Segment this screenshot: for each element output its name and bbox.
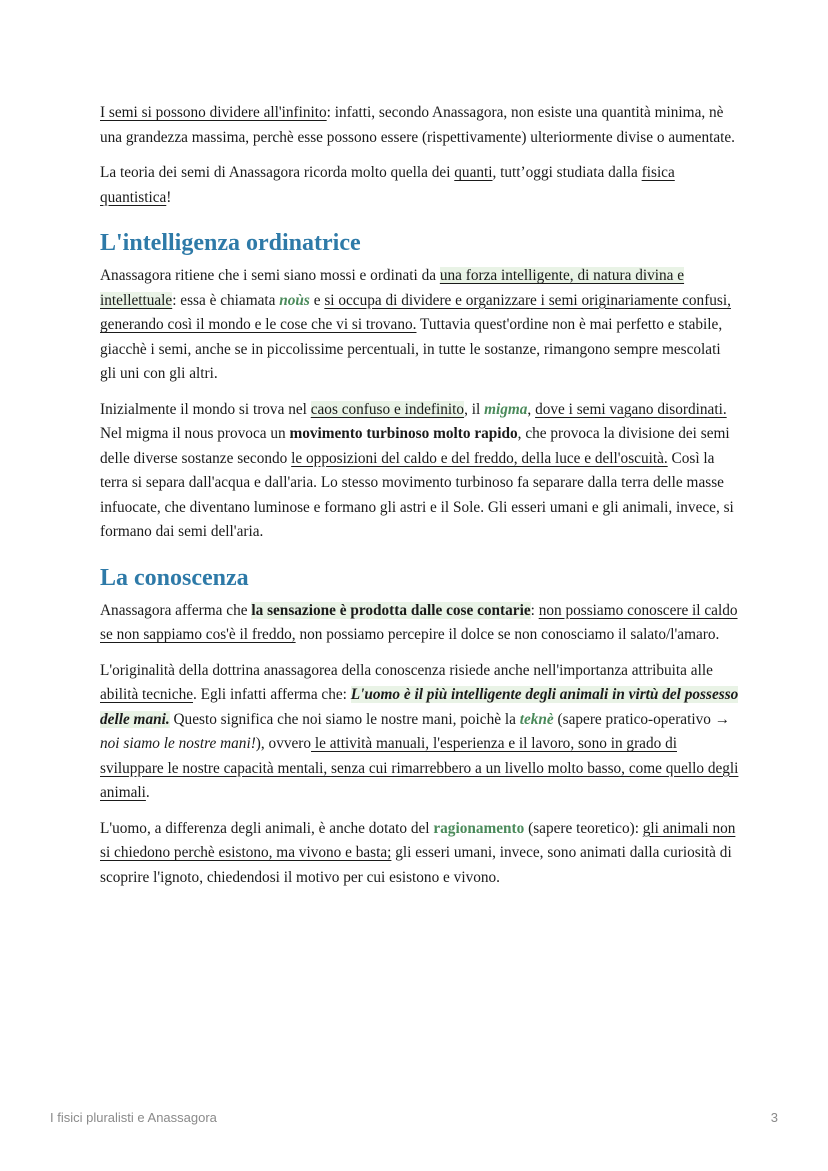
italic-phrase: noi siamo le nostre mani! xyxy=(100,735,256,752)
underlined-phrase: gli animali non si chiedono perchè esistono, ma vivono e basta; xyxy=(100,819,736,861)
paragraph-semi-infinito: I semi si possono dividere all'infinito: infatti, secondo Anassagora, non esiste una quantità minima, nè una grandezza massima, perchè esse possono essere (rispettivamente) ulteriormente divise o aumentate. xyxy=(100,104,736,146)
underlined-phrase: I semi si possono dividere all'infinito xyxy=(100,104,327,121)
term-tekne: teknè xyxy=(519,710,554,728)
paragraph-ragionamento: L'uomo, a differenza degli animali, è anche dotato del ragionamento (sapere teoretico): gli animali non si chiedono perchè esistono, ma vivono e basta; gli esseri umani, invece, sono animati dalla curiosità di scoprire l'ignoto, chiedendosi il motivo per cui esistono e vivono. xyxy=(100,819,736,886)
paragraph-migma: Inizialmente il mondo si trova nel caos confuso e indefinito, il migma, dove i semi vagano disordinati. Nel migma il nous provoca un movimento turbinoso molto rapido, che provoca la divisione dei semi delle diverse sostanze secondo le opposizioni del caldo e del freddo, della luce e dell'oscuità. Così la terra si separa dall'acqua e dall'aria. Lo stesso movimento turbinoso fa separare dalla terra delle masse infuocate, che diventano luminose e formano gli astri e il Sole. Gli esseri umani e gli animali, invece, si formano dai semi dell'aria. xyxy=(100,400,734,540)
underlined-phrase: le attività manuali, l'esperienza e il lavoro, sono in grado di sviluppare le nostre capacità mentali, senza cui rimarrebbero a un livello molto basso, come quello degli animali xyxy=(100,735,739,801)
term-migma: migma xyxy=(484,400,528,418)
heading-conoscenza: La conoscenza xyxy=(100,564,249,591)
bold-italic-quote: L'uomo è il più intelligente degli animali in virtù del possesso delle mani. xyxy=(100,686,739,728)
underlined-phrase: quanti xyxy=(454,164,493,181)
underlined-phrase: non possiamo conoscere il caldo se non sappiamo cos'è il freddo, xyxy=(100,601,738,643)
underlined-phrase: dove i semi vagano disordinati. xyxy=(535,400,727,418)
paragraph-sensazione: Anassagora afferma che la sensazione è prodotta dalle cose contarie: non possiamo conoscere il caldo se non sappiamo cos'è il freddo, non possiamo percepire il dolce se non conosciamo il salato/l'amaro. xyxy=(100,601,738,643)
paragraph-tekne: L'originalità della dottrina anassagorea della conoscenza risiede anche nell'importanza attribuita alle abilità tecniche. Egli infatti afferma che: L'uomo è il più intelligente degli animali in virtù del possesso delle mani. Questo significa che noi siamo le nostre mani, poichè la teknè (sapere pratico-operativo → noi siamo le nostre mani!), ovvero le attività manuali, l'esperienza e il lavoro, sono in grado di sviluppare le nostre capacità mentali, senza cui rimarrebbero a un livello molto basso, come quello degli animali. xyxy=(100,661,739,801)
term-ragionamento: ragionamento xyxy=(433,819,525,837)
document-body xyxy=(100,101,740,901)
underlined-phrase: abilità tecniche xyxy=(100,686,194,703)
highlighted-phrase: caos confuso e indefinito xyxy=(310,400,465,418)
underlined-phrase: fisica quantistica xyxy=(100,164,675,206)
underlined-phrase: si occupa di dividere e organizzare i semi originariamente confusi, generando così il mondo e le cose che vi si trovano. xyxy=(100,291,731,333)
underlined-phrase: le opposizioni del caldo e del freddo, della luce e dell'oscuità. xyxy=(291,449,668,467)
highlighted-phrase: una forza intelligente, di natura divina e intellettuale xyxy=(100,267,685,309)
footer-title: I fisici pluralisti e Anassagora xyxy=(50,1110,217,1125)
bold-highlighted-phrase: la sensazione è prodotta dalle cose contarie xyxy=(251,601,531,619)
bold-phrase: movimento turbinoso molto rapido xyxy=(289,425,518,442)
term-nous: noùs xyxy=(279,291,310,309)
page-number: 3 xyxy=(770,1110,778,1125)
heading-intelligenza: L'intelligenza ordinatrice xyxy=(100,230,361,256)
paragraph-quanti: La teoria dei semi di Anassagora ricorda molto quella dei quanti, tutt’oggi studiata dalla fisica quantistica! xyxy=(100,164,675,206)
paragraph-nous: Anassagora ritiene che i semi siano mossi e ordinati da una forza intelligente, di natura divina e intellettuale: essa è chiamata noùs e si occupa di dividere e organizzare i semi originariamente confusi, generando così il mondo e le cose che vi si trovano. Tuttavia quest'ordine non è mai perfetto e stabile, giacchè i semi, anche se in piccolissime percentuali, in tutte le sostanze, rimangono sempre mescolati gli uni con gli altri. xyxy=(100,267,731,382)
